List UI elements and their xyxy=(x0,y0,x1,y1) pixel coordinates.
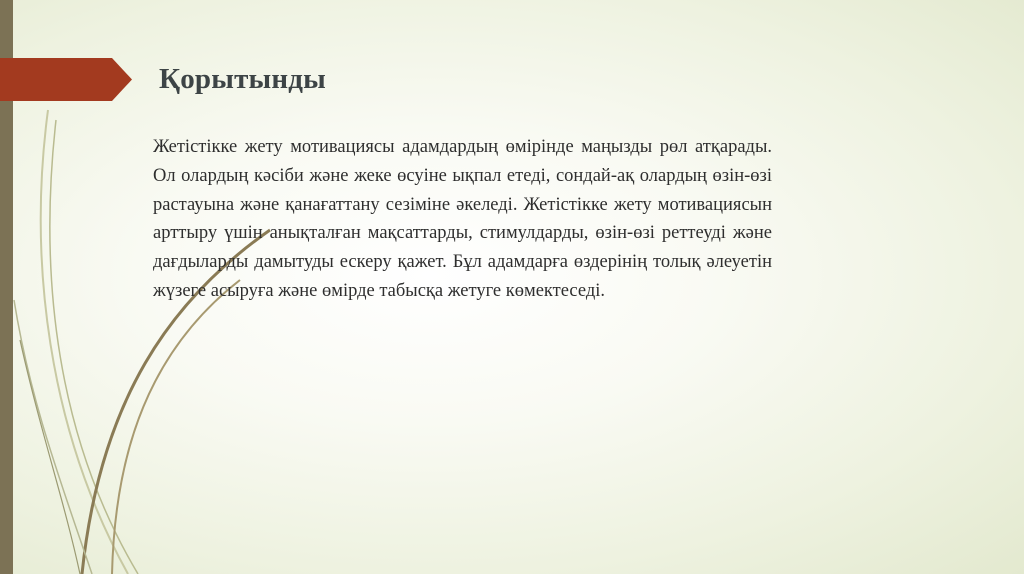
title-accent-arrow xyxy=(0,58,132,101)
slide-body-text: Жетістікке жету мотивациясы адамдардың өмірінде маңызды рөл атқарады. Ол олардың кәсіби және жеке өсуіне ықпал етеді, сондай-ақ олардың өзін-өзі растауына және қанағаттану сезіміне әкеледі. Жетістікке жету мотивациясын арттыру үшін анықталған мақсаттарды, стимулдарды, өзін-өзі реттеуді және дағдыларды дамытуды ескеру қажет. Бұл адамдарға өздерінің толық әлеуетін жүзеге асыруға және өмірде табысқа жетуге көмектеседі. xyxy=(153,137,772,301)
slide-title: Қорытынды xyxy=(159,63,327,95)
